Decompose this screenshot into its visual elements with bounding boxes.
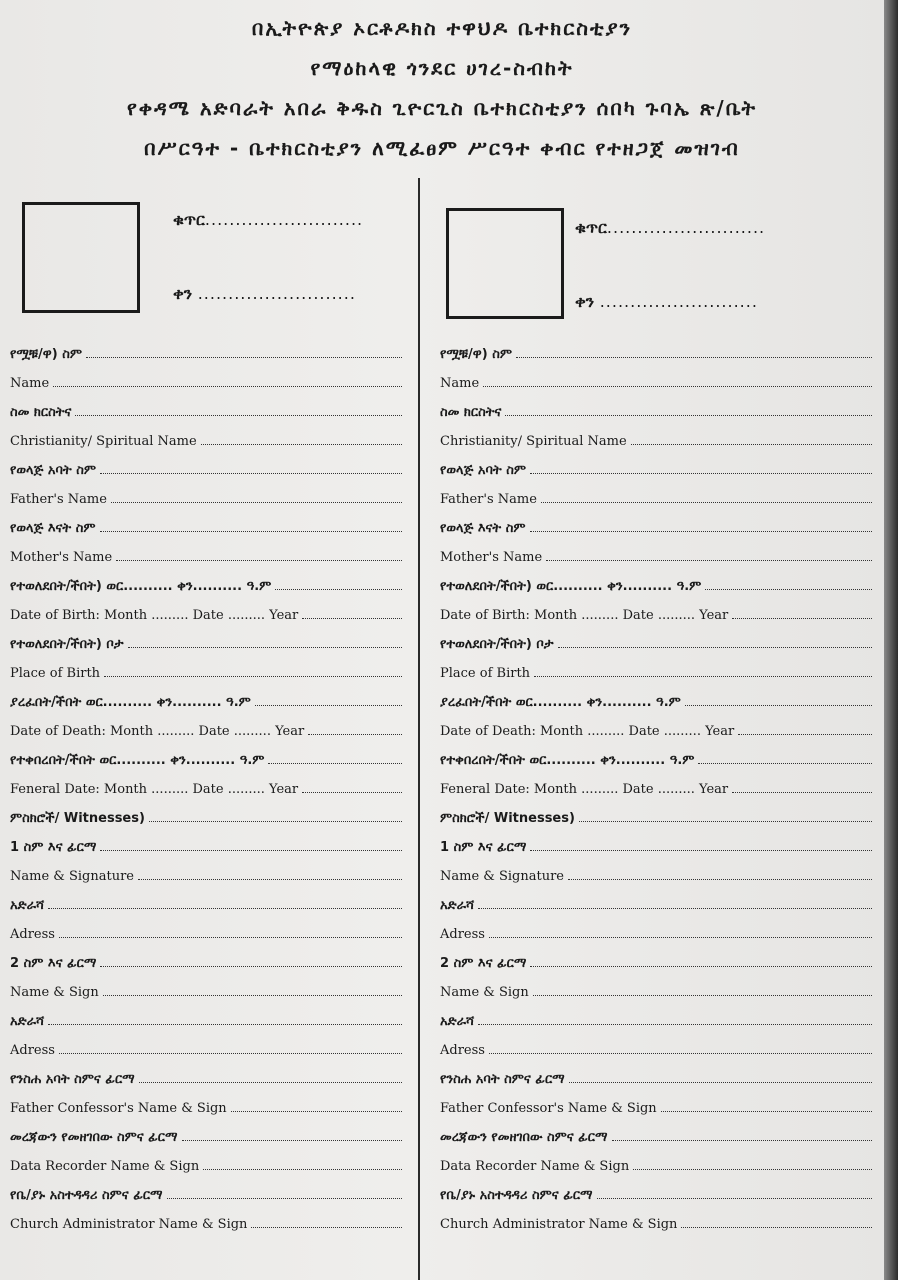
form-field-row — [10, 434, 402, 463]
form-field-label: የሟቹ/ዋ) ስም — [10, 347, 82, 362]
form-field-fill-line[interactable] — [201, 443, 402, 445]
form-field-label: Date of Death: Month ......... Date ......... Year — [10, 724, 305, 739]
form-field-fill-line[interactable] — [53, 385, 402, 387]
form-field-row — [10, 347, 402, 376]
form-field-row — [10, 550, 402, 579]
form-field-row — [10, 1072, 402, 1101]
form-field-row — [10, 840, 402, 869]
form-field-label: Name — [10, 376, 50, 391]
form-field-label: Date of Birth: Month ......... Date ......... Year — [440, 608, 729, 623]
form-field-label: Father Confessor's Name & Sign — [440, 1101, 657, 1116]
form-field-label: Christianity/ Spiritual Name — [10, 434, 197, 449]
form-field-label: Feneral Date: Month ......... Date ......... Year — [10, 782, 299, 797]
form-field-label: Father's Name — [440, 492, 537, 507]
form-field-row — [440, 405, 872, 434]
form-field-fill-line[interactable] — [48, 907, 402, 909]
form-field-label: 1 ስም እና ፊርማ — [440, 840, 527, 855]
form-field-label: የወላጅ አባት ስም — [10, 463, 96, 478]
record-number-dots: .......................... — [204, 210, 364, 229]
form-field-fill-line[interactable] — [203, 1168, 402, 1170]
form-field-label: አድራሻ — [10, 1014, 45, 1029]
form-field-row — [10, 724, 402, 753]
form-field-label: Name & Sign — [440, 985, 529, 1000]
form-field-fill-line[interactable] — [483, 385, 872, 387]
form-field-row — [10, 492, 402, 521]
form-field-fill-line[interactable] — [75, 414, 402, 416]
form-field-fill-line[interactable] — [516, 356, 872, 358]
form-field-label: የተወለደበት/ችበት) ወር.......... ቀን.......... ዓ.ም — [440, 579, 702, 594]
form-field-label: Feneral Date: Month ......... Date ......... Year — [440, 782, 729, 797]
form-field-fill-line[interactable] — [182, 1139, 403, 1141]
form-field-label: የተወለደበት/ችበት) ወር.......... ቀን.......... ዓ.ም — [10, 579, 272, 594]
form-field-fill-line[interactable] — [530, 965, 872, 967]
record-date-line — [173, 284, 356, 304]
form-field-label: የወላጅ አባት ስም — [440, 463, 526, 478]
form-field-row — [440, 898, 872, 927]
form-field-label: አድራሻ — [10, 898, 45, 913]
form-field-label: የወላጅ እናት ስም — [440, 521, 526, 536]
form-field-fill-line[interactable] — [231, 1110, 402, 1112]
form-field-fill-line[interactable] — [732, 617, 872, 619]
form-field-row — [10, 927, 402, 956]
record-number-line — [173, 210, 363, 230]
form-field-label: የተቀበረበት/ችበት ወር.......... ቀን.......... ዓ.ም — [440, 753, 695, 768]
form-field-label: Name — [440, 376, 480, 391]
form-field-label: ያረፈበት/ችበት ወር.......... ቀን.......... ዓ.ም — [440, 695, 681, 710]
form-field-fill-line[interactable] — [255, 704, 402, 706]
form-field-row — [10, 1130, 402, 1159]
form-field-label: የተወለደበት/ችበት) ቦታ — [440, 637, 554, 652]
form-field-label: የንስሐ አባት ስምና ፊርማ — [440, 1072, 565, 1087]
form-field-row — [440, 1188, 872, 1217]
form-field-label: 2 ስም እና ፊርማ — [440, 956, 527, 971]
form-field-fill-line[interactable] — [167, 1197, 402, 1199]
form-field-fill-line[interactable] — [100, 965, 402, 967]
form-field-fill-line[interactable] — [100, 472, 402, 474]
form-field-row — [10, 1159, 402, 1188]
form-field-fill-line[interactable] — [633, 1168, 872, 1170]
form-field-label: Name & Sign — [10, 985, 99, 1000]
form-field-row — [10, 521, 402, 550]
form-field-fill-line[interactable] — [308, 733, 402, 735]
form-field-label: የቤ/ያኑ አስተዳዳሪ ስምና ፊርማ — [440, 1188, 593, 1203]
form-field-label: Church Administrator Name & Sign — [440, 1217, 678, 1232]
form-field-fill-line[interactable] — [685, 704, 872, 706]
record-date-label: ቀን — [575, 292, 595, 311]
field-list — [10, 347, 402, 1246]
header-line-diocese: የማዕከላዊ ጎንደር ሀገረ-ስብከት — [310, 56, 574, 80]
form-field-fill-line[interactable] — [732, 791, 872, 793]
form-field-row — [10, 753, 402, 782]
form-field-fill-line[interactable] — [128, 646, 402, 648]
form-field-fill-line[interactable] — [104, 675, 402, 677]
form-field-fill-line[interactable] — [568, 878, 872, 880]
form-field-row — [440, 753, 872, 782]
form-field-row — [10, 1014, 402, 1043]
page-edge-shadow — [884, 0, 898, 1280]
form-field-row — [440, 1072, 872, 1101]
form-field-row — [440, 1130, 872, 1159]
record-date-label: ቀን — [173, 284, 193, 303]
form-field-label: Place of Birth — [440, 666, 531, 681]
form-field-row — [440, 840, 872, 869]
form-field-fill-line[interactable] — [546, 559, 872, 561]
form-field-label: ስመ ክርስትና — [10, 405, 72, 420]
form-field-label: 1 ስም እና ፊርማ — [10, 840, 97, 855]
form-field-fill-line[interactable] — [139, 1081, 402, 1083]
form-field-fill-line[interactable] — [489, 1052, 872, 1054]
form-field-label: Adress — [10, 927, 55, 942]
form-field-label: 2 ስም እና ፊርማ — [10, 956, 97, 971]
form-field-row — [440, 376, 872, 405]
form-field-row — [440, 579, 872, 608]
form-field-fill-line[interactable] — [111, 501, 402, 503]
form-field-label: የሟቹ/ዋ) ስም — [440, 347, 512, 362]
record-number-dots: .......................... — [606, 218, 766, 237]
form-field-label: Church Administrator Name & Sign — [10, 1217, 248, 1232]
form-field-fill-line[interactable] — [541, 501, 872, 503]
column-divider — [418, 178, 420, 1280]
form-field-fill-line[interactable] — [530, 530, 872, 532]
form-field-label: ምስክሮች/ Witnesses) — [10, 811, 145, 826]
form-field-label: Father Confessor's Name & Sign — [10, 1101, 227, 1116]
form-field-row — [440, 985, 872, 1014]
form-field-fill-line[interactable] — [302, 791, 402, 793]
form-field-row — [440, 956, 872, 985]
record-date-dots: .......................... — [599, 292, 758, 311]
form-field-row — [440, 608, 872, 637]
form-field-label: ስመ ክርስትና — [440, 405, 502, 420]
form-field-fill-line[interactable] — [489, 936, 872, 938]
form-field-row — [10, 463, 402, 492]
form-field-row — [10, 405, 402, 434]
form-field-row — [440, 1159, 872, 1188]
form-field-label: Date of Birth: Month ......... Date ......... Year — [10, 608, 299, 623]
form-field-fill-line[interactable] — [505, 414, 872, 416]
form-field-fill-line[interactable] — [705, 588, 872, 590]
form-field-row — [440, 463, 872, 492]
form-field-row — [440, 1014, 872, 1043]
form-field-row — [440, 782, 872, 811]
form-field-fill-line[interactable] — [530, 849, 872, 851]
form-field-row — [10, 956, 402, 985]
form-field-row — [440, 637, 872, 666]
form-field-row — [10, 782, 402, 811]
form-field-fill-line[interactable] — [533, 994, 872, 996]
form-field-row — [440, 695, 872, 724]
form-field-label: Mother's Name — [10, 550, 113, 565]
form-field-row — [10, 1217, 402, 1246]
header-line-parish-office: የቀዳሜ አድባራት አበራ ቅዱስ ጊዮርጊስ ቤተክርስቲያን ሰበካ ጉባኤ ጽ/ቤት — [126, 96, 758, 120]
form-field-label: መረጃውን የመዘገበው ስምና ፊርማ — [10, 1130, 178, 1145]
form-field-label: አድራሻ — [440, 1014, 475, 1029]
record-number-label: ቁጥር — [575, 218, 607, 237]
form-field-label: ያረፈበት/ችበት ወር.......... ቀን.......... ዓ.ም — [10, 695, 251, 710]
form-field-row — [440, 811, 872, 840]
form-field-row — [10, 637, 402, 666]
form-field-fill-line[interactable] — [268, 762, 402, 764]
form-field-row — [10, 579, 402, 608]
form-field-fill-line[interactable] — [738, 733, 872, 735]
form-field-label: Adress — [10, 1043, 55, 1058]
form-field-fill-line[interactable] — [569, 1081, 872, 1083]
form-field-label: Christianity/ Spiritual Name — [440, 434, 627, 449]
form-field-fill-line[interactable] — [48, 1023, 402, 1025]
form-field-label: አድራሻ — [440, 898, 475, 913]
form-field-fill-line[interactable] — [59, 936, 402, 938]
form-field-row — [440, 666, 872, 695]
form-field-row — [10, 1188, 402, 1217]
form-field-row — [10, 869, 402, 898]
form-header — [0, 8, 884, 168]
form-field-fill-line[interactable] — [275, 588, 402, 590]
record-number-line — [575, 218, 765, 238]
form-field-fill-line[interactable] — [100, 849, 402, 851]
form-field-fill-line[interactable] — [251, 1226, 402, 1228]
record-number-label: ቁጥር — [173, 210, 205, 229]
form-field-fill-line[interactable] — [478, 907, 872, 909]
form-field-label: የንስሐ አባት ስምና ፊርማ — [10, 1072, 135, 1087]
form-field-label: Date of Death: Month ......... Date ......... Year — [440, 724, 735, 739]
form-field-row — [10, 1043, 402, 1072]
form-field-row — [10, 811, 402, 840]
form-field-label: Data Recorder Name & Sign — [10, 1159, 200, 1174]
form-field-label: Place of Birth — [10, 666, 101, 681]
form-field-row — [10, 695, 402, 724]
form-field-fill-line[interactable] — [597, 1197, 872, 1199]
field-list — [440, 347, 872, 1246]
form-field-row — [440, 521, 872, 550]
form-field-fill-line[interactable] — [478, 1023, 872, 1025]
form-field-label: Mother's Name — [440, 550, 543, 565]
form-field-fill-line[interactable] — [612, 1139, 873, 1141]
form-field-fill-line[interactable] — [86, 356, 402, 358]
form-field-fill-line[interactable] — [530, 472, 872, 474]
form-field-fill-line[interactable] — [116, 559, 402, 561]
form-field-row — [440, 869, 872, 898]
form-field-row — [10, 898, 402, 927]
form-field-fill-line[interactable] — [579, 820, 872, 822]
form-field-fill-line[interactable] — [631, 443, 872, 445]
form-field-fill-line[interactable] — [534, 675, 872, 677]
form-field-label: Father's Name — [10, 492, 107, 507]
form-field-row — [10, 608, 402, 637]
form-field-fill-line[interactable] — [302, 617, 402, 619]
form-field-fill-line[interactable] — [103, 994, 402, 996]
form-field-row — [10, 666, 402, 695]
form-field-row — [10, 376, 402, 405]
form-field-fill-line[interactable] — [149, 820, 402, 822]
photo-box — [446, 208, 564, 319]
form-field-fill-line[interactable] — [661, 1110, 872, 1112]
form-field-row — [440, 724, 872, 753]
form-field-fill-line[interactable] — [558, 646, 872, 648]
form-field-fill-line[interactable] — [681, 1226, 872, 1228]
form-field-row — [440, 550, 872, 579]
form-field-label: Data Recorder Name & Sign — [440, 1159, 630, 1174]
form-field-row — [440, 1101, 872, 1130]
record-date-line — [575, 292, 758, 312]
form-field-row — [440, 1217, 872, 1246]
form-field-row — [10, 1101, 402, 1130]
form-field-label: Adress — [440, 927, 485, 942]
record-date-dots: .......................... — [197, 284, 356, 303]
form-field-row — [10, 985, 402, 1014]
form-field-row — [440, 434, 872, 463]
form-field-label: ምስክሮች/ Witnesses) — [440, 811, 575, 826]
form-field-label: Adress — [440, 1043, 485, 1058]
header-line-form-title: በሥርዓተ - ቤተክርስቲያን ለሚፈፀም ሥርዓተ ቀብር የተዘጋጀ መዝገብ — [144, 136, 740, 160]
form-field-fill-line[interactable] — [100, 530, 402, 532]
form-field-label: የቤ/ያኑ አስተዳዳሪ ስምና ፊርማ — [10, 1188, 163, 1203]
form-field-fill-line[interactable] — [138, 878, 402, 880]
form-field-label: የተቀበረበት/ችበት ወር.......... ቀን.......... ዓ.ም — [10, 753, 265, 768]
form-field-label: የተወለደበት/ችበት) ቦታ — [10, 637, 124, 652]
photo-box — [22, 202, 140, 313]
form-field-label: መረጃውን የመዘገበው ስምና ፊርማ — [440, 1130, 608, 1145]
form-field-row — [440, 927, 872, 956]
form-field-label: Name & Signature — [10, 869, 134, 884]
form-field-label: የወላጅ እናት ስም — [10, 521, 96, 536]
form-field-fill-line[interactable] — [59, 1052, 402, 1054]
form-field-fill-line[interactable] — [698, 762, 872, 764]
form-field-row — [440, 1043, 872, 1072]
form-field-label: Name & Signature — [440, 869, 564, 884]
header-line-church: በኢትዮጵያ ኦርቶዶክስ ተዋህዶ ቤተክርስቲያን — [251, 16, 633, 40]
form-field-row — [440, 492, 872, 521]
form-field-row — [440, 347, 872, 376]
